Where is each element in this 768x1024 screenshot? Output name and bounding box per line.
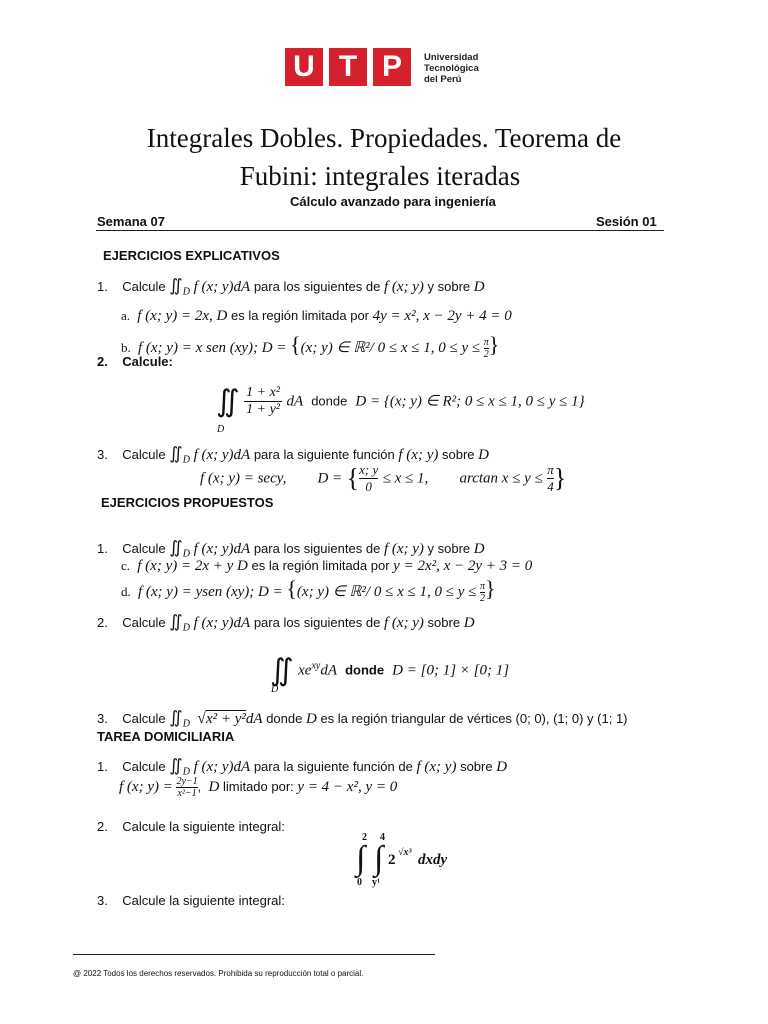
session-label: Sesión 01	[596, 214, 657, 229]
s1-q2-integral: ∬ $\frac{\text{1 + x²}}{\text{1 + y²}}$ dA donde D = {(x; y) ∈ R²; 0 ≤ x ≤ 1, 0 ≤ y ≤ 1}	[216, 385, 585, 418]
s3-q1: 1. Calcule $∬_D$ f (x; y)dA para la siguiente función de f (x; y) sobre D	[97, 756, 508, 778]
s3-q3: 3. Calcule la siguiente integral:	[97, 893, 285, 908]
s2-q2-integral: ∬ $xe^{xy}dA$ donde D = [0; 1] × [0; 1]	[270, 654, 510, 687]
s1-q2-sub: D	[217, 424, 225, 435]
s2-q1d: d. f (x; y) = ysen (xy); D = {(x; y) ∈ ℝ²/ 0 ≤ x ≤ 1, 0 ≤ y ≤ $\frac{\pi}{2}$ }	[121, 576, 496, 605]
logo-university-name: Universidad Tecnológica del Perú	[424, 52, 479, 85]
s1-q1b: b. f (x; y) = x sen (xy); D = {(x; y) ∈ ℝ²/ 0 ≤ x ≤ 1, 0 ≤ y ≤ $\frac{\pi}{2}$ }	[121, 332, 500, 361]
s2-q1c: c. f (x; y) = 2x + y D es la región limitada por y = 2x², x − 2y + 3 = 0	[121, 558, 533, 574]
section-heading-propuestos: EJERCICIOS PROPUESTOS	[101, 495, 274, 510]
s3-q1-func: f (x; y) = $\frac{2y-1}{\text{x²−1}}$ , D limitado por: y = 4 − x², y = 0	[119, 776, 398, 799]
section-heading-tarea: TAREA DOMICILIARIA	[97, 729, 235, 744]
page-title-line1: Integrales Dobles. Propiedades. Teorema de	[146, 123, 622, 153]
week-label: Semana 07	[97, 214, 165, 229]
logo-letter-u: U	[285, 48, 323, 86]
s1-q2: 2. Calcule:	[97, 354, 173, 369]
header-rule	[96, 230, 664, 231]
s2-q2: 2. Calcule $∬_D$ f (x; y)dA para los siguientes de f (x; y) sobre D	[97, 612, 475, 634]
s2-q1: 1. Calcule $∬_D$ f (x; y)dA para los siguientes de f (x; y) y sobre D	[97, 538, 485, 560]
s2-q3: 3. Calcule $∬_D$ √x² + y²dA donde D es la región triangular de vértices (0; 0), (1; 0) y (1; 1)	[97, 708, 628, 730]
s1-q3-expr: f (x; y) = secy, D = { $\frac{x; y}{0}$ ≤ x ≤ 1, arctan x ≤ y ≤ $\frac{\pi}{4}$ }	[200, 462, 567, 494]
logo-letter-t: T	[329, 48, 367, 86]
page-title-line2: Fubini: integrales iteradas	[239, 161, 521, 191]
section-heading-explicativos: EJERCICIOS EXPLICATIVOS	[103, 248, 280, 263]
logo-letter-p: P	[373, 48, 411, 86]
s3-q2: 2. Calcule la siguiente integral:	[97, 819, 285, 834]
s1-q3: 3. Calcule $∬_D$ f (x; y)dA para la siguiente función f (x; y) sobre D	[97, 444, 489, 466]
subtitle: Cálculo avanzado para ingeniería	[290, 194, 496, 209]
s1-q1: 1. Calcule $∬_D$ f (x; y)dA para los siguientes de f (x; y) y sobre D	[97, 276, 485, 298]
footer-copyright: @ 2022 Todos los derechos reservados. Prohibida su reproducción total o parcial.	[73, 969, 364, 978]
s1-q1a: a. f (x; y) = 2x, D es la región limitada por 4y = x², x − 2y + 4 = 0	[121, 308, 512, 324]
s2-q2-sub: D	[271, 684, 279, 695]
s3-q2-integral: 2 ∫ 0 4 ∫ y¹ 2 √x³ dxdy	[356, 832, 448, 888]
footer-rule	[73, 954, 435, 955]
